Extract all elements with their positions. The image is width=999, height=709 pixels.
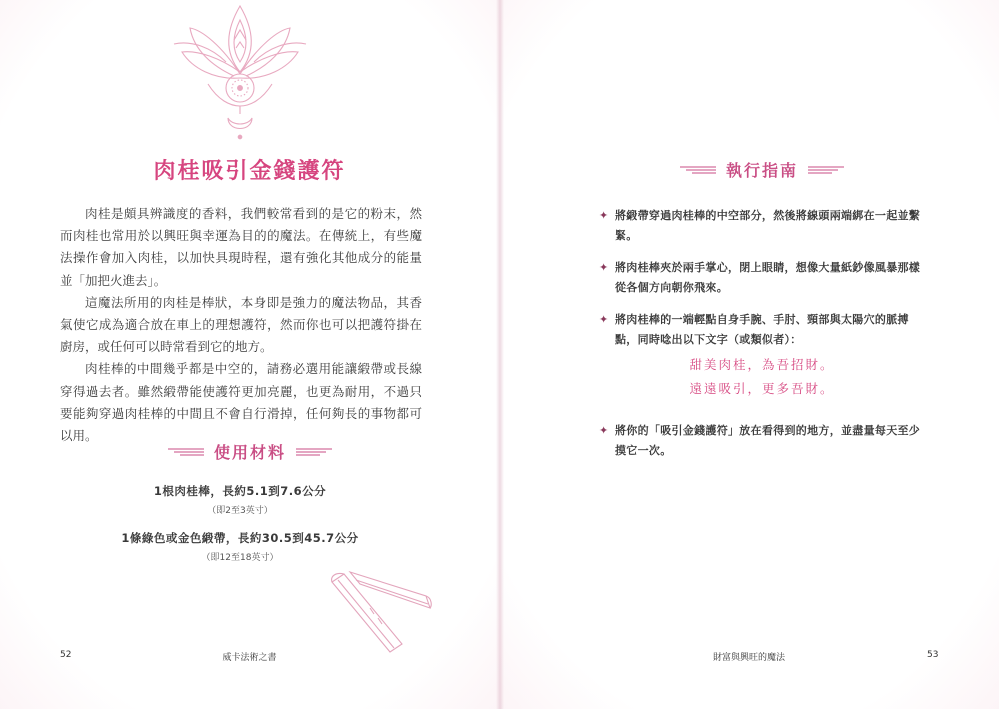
cinnamon-stick-icon: [330, 568, 432, 654]
page-number: 52: [60, 650, 72, 660]
instructions-heading: [632, 158, 892, 181]
left-page: [0, 0, 499, 709]
four-point-star-icon: ✦: [599, 209, 609, 222]
paragraph: 肉桂是頗具辨識度的香料，我們較常看到的是它的粉末，然而肉桂也常用於以興旺與幸運為目的的魔法。在傳統上，有些魔法操作會加入肉桂，以加快具現時程，還有強化其他成分的能量並「加把火進去」。: [60, 206, 422, 288]
list-item: [599, 310, 925, 350]
chant-line: 遠遠吸引，更多吾財。: [689, 381, 835, 396]
step-text: 將肉桂棒的一端輕點自身手腕、手肘、頸部與太陽穴的脈搏點，同時唸出以下文字（或類似者）：: [615, 313, 909, 346]
instructions-heading-label: 執行指南: [725, 161, 798, 180]
list-item: [599, 421, 925, 461]
paragraph: 肉桂棒的中間幾乎都是中空的，請務必選用能讓緞帶或長線穿得過去者。雖然緞帶能使護符更加亮麗，也更為耐用，不過只要能夠穿過肉桂棒的中間且不會自行滑掉，任何夠長的事物都可以用。: [60, 361, 422, 444]
triple-line-ornament-icon: [680, 165, 716, 175]
running-title: 威卡法術之書: [222, 653, 277, 663]
final-step: [599, 421, 925, 473]
triple-line-ornament-icon: [808, 165, 844, 175]
page-title: 肉桂吸引金錢護符: [153, 158, 346, 184]
list-item: [599, 206, 925, 246]
steps-list: [599, 206, 925, 362]
materials-heading-label: 使用材料: [213, 443, 286, 462]
material-item: 1條綠色或金色緞帶，長約30.5到45.7公分: [121, 531, 359, 545]
list-item: [599, 258, 925, 298]
materials-heading: [120, 440, 380, 463]
book-gutter: [496, 0, 504, 709]
four-point-star-icon: ✦: [599, 424, 609, 437]
running-title: 財富與興旺的魔法: [712, 653, 785, 663]
paragraph: 這魔法所用的肉桂是棒狀，本身即是強力的魔法物品，其香氣使它成為適合放在車上的理想護符，然而你也可以把護符掛在廚房，或任何可以時常看到它的地方。: [60, 294, 422, 355]
step-text: 將緞帶穿過肉桂棒的中空部分，然後將線頭兩端綁在一起並繫緊。: [615, 209, 921, 242]
triple-line-ornament-icon: [168, 447, 204, 457]
step-text: 將你的「吸引金錢護符」放在看得到的地方，並盡量每天至少摸它一次。: [615, 424, 921, 457]
chant-line: 甜美肉桂，為吾招財。: [689, 357, 835, 372]
step-text: 將肉桂棒夾於兩手掌心，閉上眼睛，想像大量紙鈔像風暴那樣從各個方向朝你飛來。: [615, 261, 921, 294]
body-text: [60, 203, 422, 447]
material-note: （即12至18英寸）: [201, 553, 279, 563]
material-item: 1根肉桂棒，長約5.1到7.6公分: [153, 484, 327, 498]
triple-line-ornament-icon: [296, 447, 332, 457]
chant-verse: [599, 353, 925, 401]
materials-list: [120, 483, 360, 577]
four-point-star-icon: ✦: [599, 313, 609, 326]
lotus-ornament-icon: [168, 0, 312, 142]
four-point-star-icon: ✦: [599, 261, 609, 274]
page-number: 53: [927, 650, 939, 660]
material-note: （即2至3英寸）: [207, 506, 273, 516]
